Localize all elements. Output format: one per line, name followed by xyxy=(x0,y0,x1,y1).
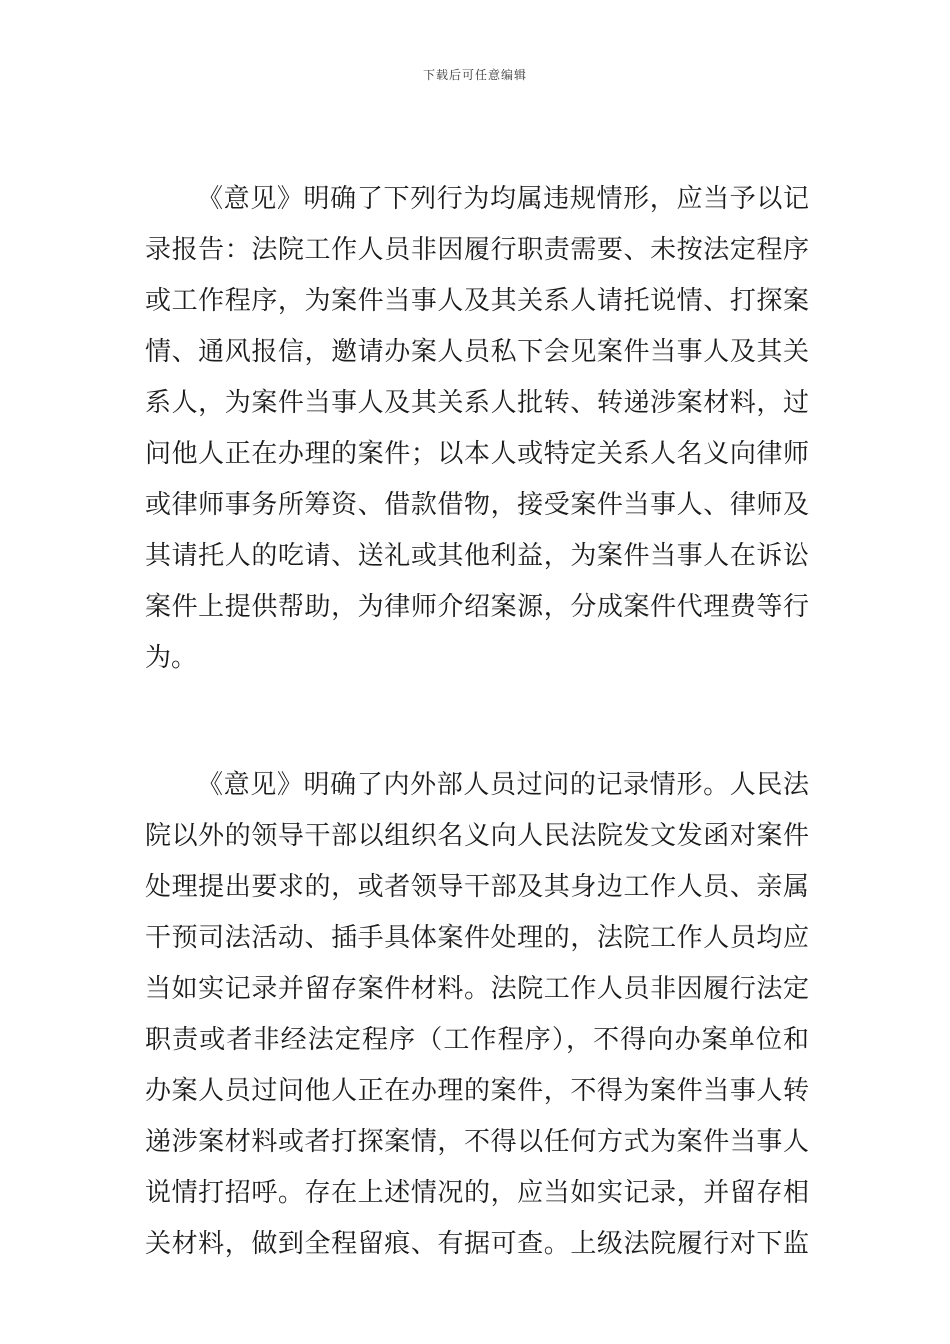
text-line: 院以外的领导干部以组织名义向人民法院发文发函对案件 xyxy=(145,821,809,851)
text-line: 案件上提供帮助，为律师介绍案源，分成案件代理费等行 xyxy=(145,592,809,622)
text-line: 关材料，做到全程留痕、有据可查。上级法院履行对下监 xyxy=(145,1229,809,1259)
document-body xyxy=(145,174,809,1270)
paragraph-inquiries xyxy=(145,760,809,1270)
text-line: 系人，为案件当事人及其关系人批转、转递涉案材料，过 xyxy=(145,388,809,418)
text-line: 录报告：法院工作人员非因履行职责需要、未按法定程序 xyxy=(145,235,809,265)
text-line: 干预司法活动、插手具体案件处理的，法院工作人员均应 xyxy=(145,923,809,953)
text-line: 问他人正在办理的案件；以本人或特定关系人名义向律师 xyxy=(145,439,809,469)
paragraph-violations xyxy=(145,174,809,684)
text-line: 《意见》明确了下列行为均属违规情形，应当予以记 xyxy=(197,184,809,214)
text-line: 当如实记录并留存案件材料。法院工作人员非因履行法定 xyxy=(145,974,809,1004)
text-line: 处理提出要求的，或者领导干部及其身边工作人员、亲属 xyxy=(145,872,809,902)
text-line: 办案人员过问他人正在办理的案件，不得为案件当事人转 xyxy=(145,1076,809,1106)
paragraph-spacer xyxy=(145,684,809,760)
text-line: 职责或者非经法定程序（工作程序），不得向办案单位和 xyxy=(145,1025,809,1055)
text-line: 说情打招呼。存在上述情况的，应当如实记录，并留存相 xyxy=(145,1178,809,1208)
page-header: 下载后可任意编辑 xyxy=(422,68,527,82)
text-line: 为。 xyxy=(145,643,198,673)
text-line: 情、通风报信，邀请办案人员私下会见案件当事人及其关 xyxy=(145,337,809,367)
text-line: 《意见》明确了内外部人员过问的记录情形。人民法 xyxy=(197,770,809,800)
text-line: 其请托人的吃请、送礼或其他利益，为案件当事人在诉讼 xyxy=(145,541,809,571)
text-line: 或工作程序，为案件当事人及其关系人请托说情、打探案 xyxy=(145,286,809,316)
text-line: 递涉案材料或者打探案情，不得以任何方式为案件当事人 xyxy=(145,1127,809,1157)
text-line: 或律师事务所筹资、借款借物，接受案件当事人、律师及 xyxy=(145,490,809,520)
